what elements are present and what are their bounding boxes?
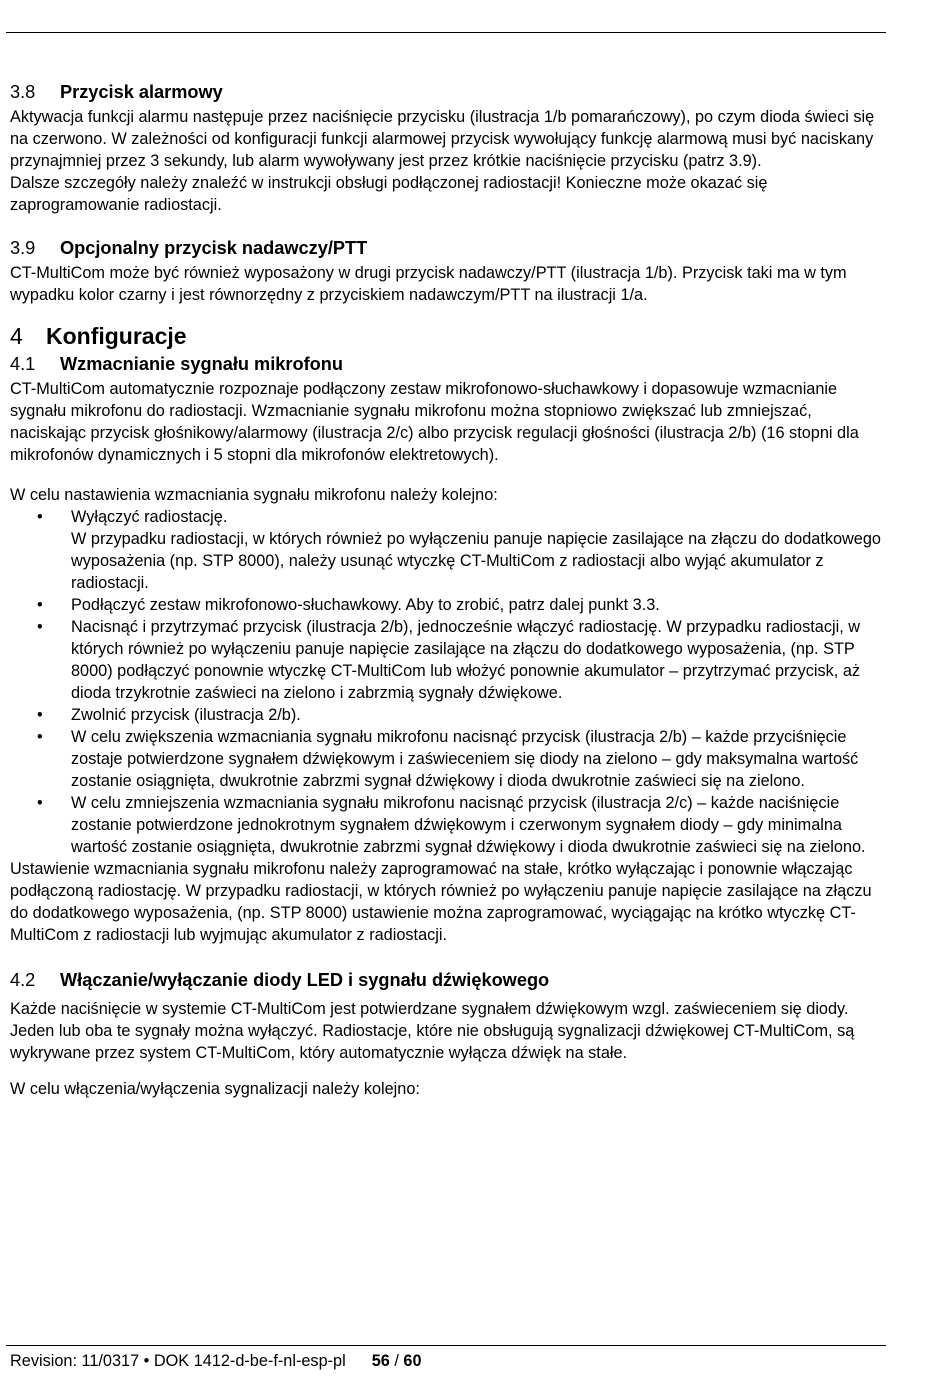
section-number: 4.1 (10, 354, 36, 374)
bullet-icon: • (37, 596, 43, 614)
list-item (10, 594, 890, 616)
chapter-number: 4 (10, 323, 23, 349)
section-title: Włączanie/wyłączanie diody LED i sygnału dźwiękowego (60, 970, 550, 990)
page-total: 60 (403, 1352, 422, 1370)
list-item-text: W celu zmniejszenia wzmacniania sygnału mikrofonu nacisnąć przycisk (ilustracja 2/c) – każde naciśnięcie zostanie potwierdzone jednokrotnym sygnałem dźwiękowym i czerwonym sygnałem diody – gdy minimalna wartość zostanie osiągnięta, dwukrotnie zabrzmi sygnał dźwiękowy i dioda dwukrotnie zaświeci się na zielono. (71, 794, 866, 856)
section-title: Wzmacnianie sygnału mikrofonu (60, 354, 343, 374)
list-item-text: W celu zwiększenia wzmacniania sygnału mikrofonu nacisnąć przycisk (ilustracja 2/b) – każde przyciśnięcie zostaje potwierdzone sygnałem dźwiękowym i zaświeceniem się diody na zielono – gdy maksymalna wartość zostanie osiągnięta, dwukrotnie zabrzmi sygnał dźwiękowy i dioda dwukrotnie zaświeci się na zielono. (71, 728, 859, 790)
list-item-text: Nacisnąć i przytrzymać przycisk (ilustracja 2/b), jednocześnie włączyć radiostację. W przypadku radiostacji, w których również po wyłączeniu panuje napięcie zasilające na złączu do dodatkowego wyposażenia, (np. STP 8000) podłączyć ponownie wtyczkę CT-MultiCom lub włożyć ponownie akumulator – przytrzymać przycisk, aż dioda trzykrotnie zaświeci na zielono i zabrzmią sygnały dźwiękowe. (71, 618, 861, 702)
paragraph: CT-MultiCom może być również wyposażony w drugi przycisk nadawczy/PTT (ilustracja 1/b). Przycisk taki ma w tym wypadku kolor czarny i jest równorzędny z przyciskiem nadawczym/PTT na ilustracji 1/a. (10, 264, 847, 304)
section-number: 4.2 (10, 970, 36, 990)
header-rule (6, 32, 886, 33)
bullet-icon: • (37, 728, 43, 746)
chapter-title: Konfiguracje (46, 323, 187, 349)
list-item-text: Podłączyć zestaw mikrofonowo-słuchawkowy. Aby to zrobić, patrz dalej punkt 3.3. (71, 596, 660, 614)
bullet-icon: • (37, 618, 43, 636)
list-item-note: W przypadku radiostacji, w których również po wyłączeniu panuje napięcie zasilające na złączu do dodatkowego wyposażenia (np. STP 8000), należy usunąć wtyczkę CT-MultiCom z radiostacji albo wyjąć akumulator z radiostacji. (71, 530, 881, 592)
footer-rule (6, 1345, 886, 1346)
section-number: 3.9 (10, 238, 36, 258)
bullet-icon: • (37, 508, 43, 526)
list-item-text: Zwolnić przycisk (ilustracja 2/b). (71, 706, 301, 724)
section-title: Opcjonalny przycisk nadawczy/PTT (60, 238, 368, 258)
list-item (10, 616, 890, 704)
document-body (10, 80, 890, 1100)
instruction-list (10, 506, 890, 858)
revision-label: Revision: 11/0317 • DOK 1412-d-be-f-nl-esp-pl (10, 1352, 346, 1370)
section-heading-3-9 (10, 236, 890, 260)
list-item (10, 506, 890, 594)
paragraph: W celu nastawienia wzmacniania sygnału mikrofonu należy kolejno: (10, 486, 498, 504)
chapter-heading-4 (10, 322, 890, 350)
section-number: 3.8 (10, 82, 36, 102)
paragraph: W celu włączenia/wyłączenia sygnalizacji należy kolejno: (10, 1080, 420, 1098)
paragraph: Dalsze szczegóły należy znaleźć w instrukcji obsługi podłączonej radiostacji! Konieczne może okazać się zaprogramowanie radiostacji. (10, 174, 768, 214)
paragraph: CT-MultiCom automatycznie rozpoznaje podłączony zestaw mikrofonowo-słuchawkowy i dopasowuje wzmacnianie sygnału mikrofonu do radiostacji. Wzmacnianie sygnału mikrofonu można stopniowo zwiększać lub zmniejszać, naciskając przycisk głośnikowy/alarmowy (ilustracja 2/c) albo przycisk regulacji głośności (ilustracja 2/b) (16 stopni dla mikrofonów dynamicznych i 5 stopni dla mikrofonów elektretowych). (10, 380, 859, 464)
bullet-icon: • (37, 794, 43, 812)
paragraph: Każde naciśnięcie w systemie CT-MultiCom jest potwierdzane sygnałem dźwiękowym wzgl. zaświeceniem się diody. Jeden lub oba te sygnały można wyłączyć. Radiostacje, które nie obsługują sygnalizacji dźwiękowej CT-MultiCom, są wykrywane przez system CT-MultiCom, który automatycznie wyłącza dźwięk na stałe. (10, 1000, 855, 1062)
bullet-icon: • (37, 706, 43, 724)
page-separator: / (389, 1352, 404, 1370)
section-title: Przycisk alarmowy (60, 82, 223, 102)
section-heading-3-8 (10, 80, 890, 104)
list-item (10, 792, 890, 858)
paragraph: Aktywacja funkcji alarmu następuje przez naciśnięcie przycisku (ilustracja 1/b pomarańczowy), po czym dioda świeci się na czerwono. W zależności od konfiguracji funkcji alarmowej przycisk wywołujący funkcję alarmową musi być naciskany przynajmniej przez 3 sekundy, lub alarm wywoływany jest przez krótkie naciśnięcie przycisku (patrz 3.9). (10, 108, 875, 170)
page-current: 56 (371, 1352, 390, 1370)
section-heading-4-1 (10, 352, 890, 376)
paragraph: Ustawienie wzmacniania sygnału mikrofonu należy zaprogramować na stałe, krótko wyłączając i ponownie włączając podłączoną radiostację. W przypadku radiostacji, w których również po wyłączeniu panuje napięcie zasilające na złączu do dodatkowego wyposażenia, (np. STP 8000) ustawienie można zaprogramować, wyciągając na krótko wtyczkę CT-MultiCom z radiostacji lub wyjmując akumulator z radiostacji. (10, 860, 872, 944)
section-heading-4-2 (10, 968, 890, 992)
list-item (10, 704, 890, 726)
list-item (10, 726, 890, 792)
page-number (372, 1352, 422, 1370)
page-footer (10, 1350, 422, 1372)
list-item-text: Wyłączyć radiostację. (71, 508, 228, 526)
